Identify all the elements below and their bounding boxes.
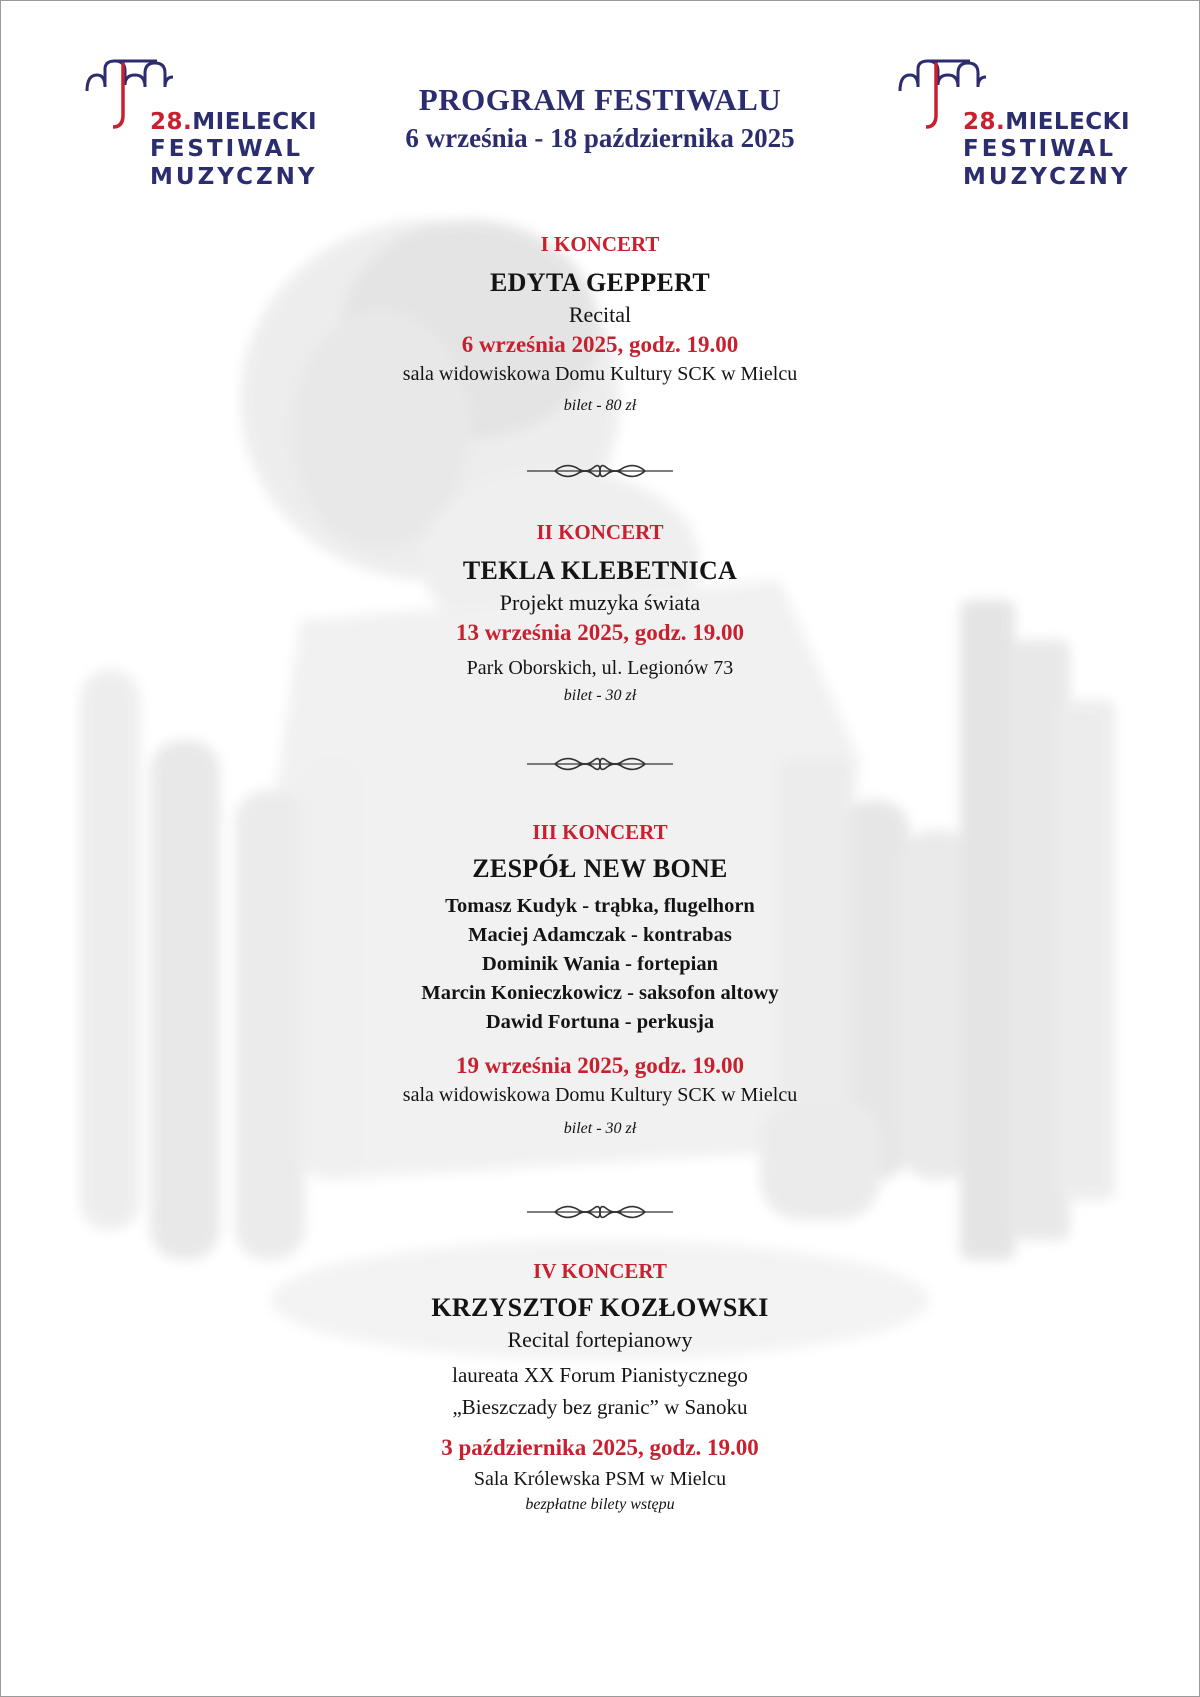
logo-number: 28. — [150, 109, 193, 135]
logo-line3: MUZYCZNY — [150, 164, 318, 190]
logo-line3: MUZYCZNY — [963, 164, 1131, 190]
concert-subtitle: Recital — [568, 302, 632, 327]
concert-ticket: bilet - 80 zł — [563, 397, 637, 414]
ornament-divider — [525, 460, 675, 482]
concert-subtitle: Recital fortepianowy — [507, 1327, 693, 1352]
band-member: Marcin Konieczkowicz - saksofon altowy — [421, 982, 779, 1004]
logo-line2: FESTIWAL — [963, 136, 1117, 162]
concert-artist: EDYTA GEPPERT — [490, 268, 710, 297]
concert-venue: sala widowiskowa Domu Kultury SCK w Mielcu — [402, 363, 798, 385]
band-member: Dawid Fortuna - perkusja — [485, 1011, 715, 1033]
concert-artist: ZESPÓŁ NEW BONE — [472, 854, 728, 883]
band-members — [0, 892, 1200, 1037]
concert-label: I KONCERT — [540, 232, 660, 256]
concert-description: laureata XX Forum Pianistycznego — [452, 1363, 748, 1387]
band-member: Tomasz Kudyk - trąbka, flugelhorn — [445, 895, 755, 917]
band-member: Dominik Wania - fortepian — [482, 953, 718, 975]
concert-ticket: bilet - 30 zł — [563, 1120, 637, 1137]
ornament-divider — [525, 1201, 675, 1223]
logo-line2: FESTIWAL — [150, 136, 304, 162]
concert-label: III KONCERT — [532, 820, 668, 844]
concert-1 — [0, 230, 1200, 418]
concert-artist: TEKLA KLEBETNICA — [462, 556, 738, 585]
concert-ticket: bezpłatne bilety wstępu — [525, 1496, 675, 1513]
logo-line1: MIELECKI — [1005, 109, 1131, 135]
logo-number: 28. — [963, 109, 1006, 135]
page-title: PROGRAM FESTIWALU — [418, 82, 782, 117]
concert-subtitle: Projekt muzyka świata — [499, 590, 701, 615]
band-member: Maciej Adamczak - kontrabas — [468, 924, 732, 946]
concert-3 — [0, 818, 1200, 1141]
ornament-divider — [525, 753, 675, 775]
concert-artist: KRZYSZTOF KOZŁOWSKI — [431, 1293, 769, 1322]
logo-line1: MIELECKI — [192, 109, 318, 135]
concert-date: 3 października 2025, godz. 19.00 — [441, 1435, 759, 1460]
concert-venue: sala widowiskowa Domu Kultury SCK w Mielcu — [402, 1084, 798, 1106]
concert-venue: Park Oborskich, ul. Legionów 73 — [466, 657, 734, 679]
concert-2 — [0, 518, 1200, 708]
concert-date: 13 września 2025, godz. 19.00 — [455, 620, 745, 645]
page-header — [0, 80, 1200, 156]
concert-date: 19 września 2025, godz. 19.00 — [455, 1053, 745, 1078]
concert-label: IV KONCERT — [533, 1259, 667, 1283]
concert-date: 6 września 2025, godz. 19.00 — [461, 332, 739, 357]
concert-4 — [0, 1257, 1200, 1517]
concert-description: „Bieszczady bez granic” w Sanoku — [452, 1395, 748, 1419]
concert-ticket: bilet - 30 zł — [563, 687, 637, 704]
festival-dates: 6 września - 18 października 2025 — [405, 123, 795, 153]
concert-venue: Sala Królewska PSM w Mielcu — [473, 1468, 727, 1490]
concert-label: II KONCERT — [536, 520, 664, 544]
